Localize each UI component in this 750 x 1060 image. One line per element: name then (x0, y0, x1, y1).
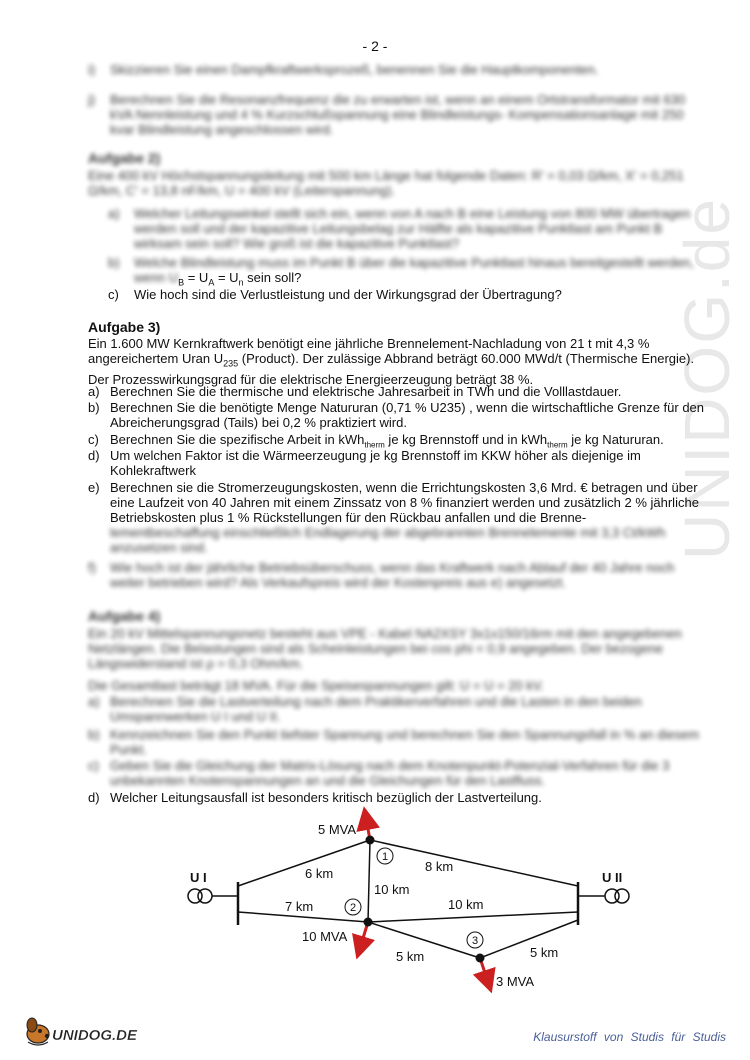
unidog-logo (20, 1012, 160, 1048)
item-label: j) (88, 92, 96, 107)
item-label: c) (88, 758, 99, 773)
length-node3-uii: 5 km (530, 945, 559, 960)
node-1-label: 1 (381, 851, 389, 863)
intro-text-end: (Product). Der zulässige Abbrand beträgt 60.000 MWd/t (Thermische Energie). Der Prozesswirkungsgrad für die elektrische Energieerzeugung beträgt 38 %. (88, 351, 695, 387)
item-label: f) (88, 560, 96, 575)
item-text: Geben Sie die Gleichung der Matrix-Lösung nach dem Knotenpunkt-Potenzial-Verfahren für die 3 unbekannten Knotenspannungen an und die Gleichungen für den Lastfluss. (110, 758, 670, 788)
item-label: a) (108, 206, 120, 221)
load-1-label: 5 MVA (318, 822, 357, 837)
text-part: je kg Natururan. (567, 432, 664, 447)
transformer-right-icon (578, 889, 629, 903)
item-text: Skizzieren Sie einen Dampfkraftwerksprozeß, benennen Sie die Hauptkomponenten. (110, 62, 599, 77)
page-number: - 2 - (362, 38, 388, 54)
item-label: a) (88, 384, 100, 399)
item-label: c) (108, 287, 119, 302)
item-label: b) (88, 727, 100, 742)
item-text: Welcher Leitungsausfall ist besonders kritisch bezüglich der Lastverteilung. (110, 790, 542, 805)
subscript-therm: therm (547, 440, 568, 450)
subscript-235: 235 (223, 358, 239, 369)
item-text: Um welchen Faktor ist die Wärmeerzeugung je kg Brennstoff im KKW höher als diejenige im Kohlekraftwerk (110, 448, 641, 478)
node-3-dot (476, 954, 485, 963)
equation-part: = U (184, 270, 209, 285)
cable-node1-node2 (368, 840, 370, 922)
cable-node2-uii (368, 912, 578, 922)
item-text: Wie hoch sind die Verlustleistung und der Wirkungsgrad der Übertragung? (134, 287, 562, 302)
subscript-b: B (178, 277, 185, 288)
item-label: a) (88, 694, 100, 709)
length-ui-node2: 7 km (285, 899, 314, 914)
load-3-label: 3 MVA (496, 974, 535, 989)
item-text: Kennzeichnen Sie den Punkt tiefster Spannung und berechnen Sie den Spannungsfall in % an diesem Punkt. (110, 727, 700, 757)
subscript-therm: therm (364, 440, 385, 450)
cable-node3-uii (480, 920, 578, 958)
length-node1-node2: 10 km (374, 882, 410, 897)
item-text-blurred: Welche Blindleistung muss im Punkt B über die kapazitive Punktlast hinaus bereitgestellt werden, wenn U (134, 255, 694, 285)
length-node2-uii: 10 km (448, 897, 484, 912)
item-label: c) (88, 432, 99, 447)
text-part: Berechnen Sie die spezifische Arbeit in kWh (110, 432, 365, 447)
item-label: b) (88, 400, 100, 415)
cable-node1-uii (370, 840, 578, 886)
cable-ui-node1 (238, 840, 370, 886)
load-2-label: 10 MVA (302, 929, 348, 944)
item-text: Welcher Leitungswinkel stellt sich ein, wenn von A nach B eine Leistung von 800 MW übertragen werden soll und der kapazitive Leitungsbelag zur Hälfte als kapazitive Punktlast am Punkt B wirksam sein soll? Wie groß ist die kapazitive Punktlast? (134, 206, 691, 251)
item-text: Wie hoch ist der jährliche Betriebsüberschuss, wenn das Kraftwerk nach Ablauf der 40 Jahre noch weiter betrieben wird? Als Verkaufspreis wird der Kostenpreis aus e) angesetzt. (110, 560, 675, 590)
task2-title: Aufgabe 2) (88, 150, 161, 166)
node-2-label: 2 (349, 902, 357, 914)
subscript-n: n (238, 277, 244, 288)
item-label: i) (88, 62, 96, 77)
footer-tagline: Klausurstoff von Studis für Studis (533, 1030, 726, 1044)
length-node2-node3: 5 km (396, 949, 425, 964)
item-label: d) (88, 790, 100, 805)
text-part: Berechnen sie die Stromerzeugungskosten, wenn die Errichtungskosten 3,6 Mrd. € betragen und über eine Laufzeit von 40 Jahren mit einem Zinssatz von 8 % finanziert werden und zusätzlich 2 % jährliche Betriebskosten plus 1 % Rückstellungen für den Rückbau anfallen und die Brenne- (110, 480, 699, 525)
task4-intro: Ein 20 kV Mittelspannungsnetz besteht aus VPE - Kabel NA2XSY 3x1x150/16rm mit den angegebenen Netzlängen. Die Belastungen sind als Scheinleistungen bei cos phi = 0,9 angegeben. Der bezogene Längswiderstand ist ρ = 0,3 Ohm/km. (88, 626, 682, 671)
task2-intro: Eine 400 kV Höchstspannungsleitung mit 500 km Länge hat folgende Daten: R' = 0,03 Ω/km, X' = 0,251 Ω/km, C' = 13,8 nF/km, U = 400 kV (Leiterspannung). (88, 168, 684, 198)
subscript-a: A (208, 277, 215, 288)
node-1-dot (366, 836, 375, 845)
item-text: Berechnen Sie die Resonanzfrequenz die zu erwarten ist, wenn an einem Ortstransformator mit 630 kVA Nennleistung und 4 % Kurzschlußspannung eine Blindleistungs- Kompensationsanlage mit 250 kvar Blindleistung angeschlossen wird. (110, 92, 686, 137)
station-left-label: U I (190, 870, 207, 885)
task4-title: Aufgabe 4) (88, 608, 161, 624)
item-text: Berechnen Sie die Lastverteilung nach dem Praktikerverfahren und die Lasten in den beiden Umspannwerken U I und U II. (110, 694, 642, 724)
length-ui-node1: 6 km (305, 866, 334, 881)
length-node1-uii: 8 km (425, 859, 454, 874)
node-2-dot (364, 918, 373, 927)
text-part-blurred: lementbeschaffung einschließlich Endlagerung der abgebrannten Brennelemente mit 3,3 Ct/kWh anzusetzen sind. (110, 525, 666, 555)
logo-text: UNIDOG.DE (52, 1027, 138, 1044)
item-label: d) (88, 448, 100, 463)
item-label: b) (108, 255, 120, 270)
node-3-label: 3 (471, 935, 479, 947)
item-text-end: sein soll? (243, 270, 302, 285)
equation-part: = U (214, 270, 239, 285)
transformer-left-icon (188, 889, 238, 903)
item-text: Berechnen Sie die benötigte Menge Natururan (0,71 % U235) , wenn die wirtschaftliche Grenze für den Abreicherungsgrad (Tails) bei 0,2 % praktiziert wird. (110, 400, 705, 430)
item-text: Berechnen Sie die thermische und elektrische Jahresarbeit in TWh und die Volllastdauer. (110, 384, 622, 399)
dog-mascot-icon (27, 1018, 49, 1045)
task3-title: Aufgabe 3) (88, 319, 161, 335)
station-right-label: U II (602, 870, 623, 885)
task4-intro2: Die Gesamtlast beträgt 18 MVA. Für die Speisespannungen gilt: U = U = 20 kV. (88, 678, 544, 693)
watermark-text: UNIDOG.de (671, 197, 743, 560)
intro-text: Ein 1.600 MW Kernkraftwerk benötigt eine jährliche Brennelement-Nachladung von 21 t mit 4,3 % angereichertem Uran U (88, 336, 650, 366)
item-label: e) (88, 480, 100, 495)
text-part: je kg Brennstoff und in kWh (384, 432, 548, 447)
